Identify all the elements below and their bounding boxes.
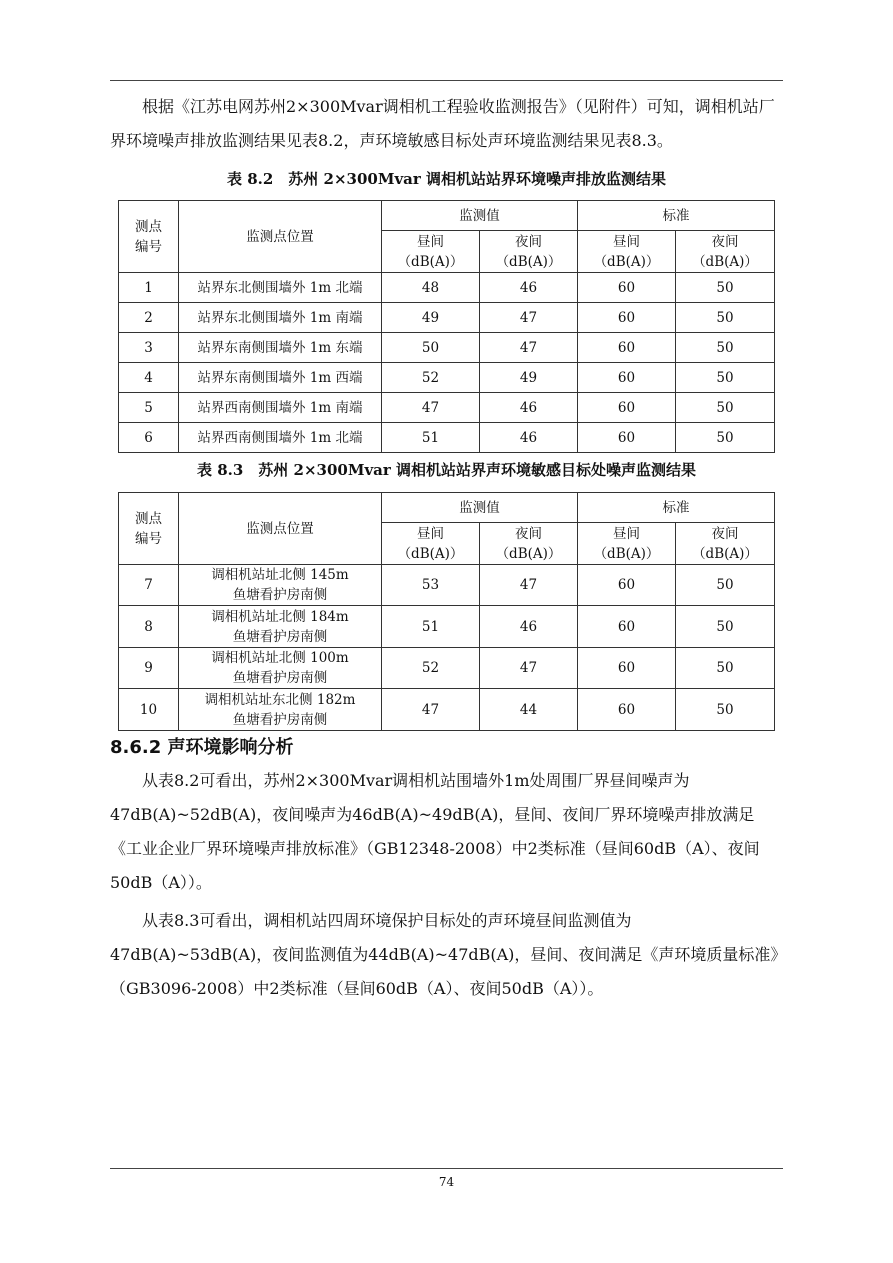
header-monitor: 监测值 [382,201,578,231]
cell-std-night: 50 [676,606,775,648]
cell-std-night: 50 [676,363,775,393]
table-8-3-caption: 表 8.3 苏州 2×300Mvar 调相机站站界声环境敏感目标处噪声监测结果 [196,461,697,479]
header-location: 监测点位置 [179,493,382,565]
cell-location: 调相机站址东北侧 182m 鱼塘看护房南侧 [179,689,382,731]
header-id: 测点 编号 [119,201,179,273]
cell-day: 51 [382,423,480,453]
cell-day: 52 [382,363,480,393]
cell-day: 48 [382,273,480,303]
header-std-night: 夜间 （dB(A)） [676,231,775,273]
cell-location: 站界东北侧围墙外 1m 南端 [179,303,382,333]
header-location: 监测点位置 [179,201,382,273]
table-8-2 [118,200,775,453]
header-std-night: 夜间 （dB(A)） [676,523,775,565]
cell-std-day: 60 [578,393,676,423]
cell-std-day: 60 [578,648,676,689]
cell-id: 3 [119,333,179,363]
cell-location: 站界东南侧围墙外 1m 西端 [179,363,382,393]
cell-night: 49 [480,363,578,393]
cell-night: 47 [480,333,578,363]
cell-night: 44 [480,689,578,731]
cell-std-day: 60 [578,303,676,333]
cell-std-day: 60 [578,333,676,363]
cell-night: 46 [480,393,578,423]
header-id: 测点 编号 [119,493,179,565]
cell-std-day: 60 [578,606,676,648]
cell-day: 51 [382,606,480,648]
cell-id: 2 [119,303,179,333]
cell-std-night: 50 [676,333,775,363]
cell-id: 8 [119,606,179,648]
cell-std-night: 50 [676,565,775,606]
cell-std-day: 60 [578,689,676,731]
table-row [119,333,775,363]
cell-location: 站界东北侧围墙外 1m 北端 [179,273,382,303]
table-row [119,648,775,689]
header-standard: 标准 [578,201,775,231]
footer-rule [110,1168,783,1169]
cell-std-night: 50 [676,303,775,333]
cell-std-night: 50 [676,648,775,689]
cell-location: 调相机站址北侧 145m 鱼塘看护房南侧 [179,565,382,606]
cell-std-day: 60 [578,565,676,606]
header-night: 夜间 （dB(A)） [480,523,578,565]
header-rule [110,80,783,81]
table-row [119,273,775,303]
header-monitor: 监测值 [382,493,578,523]
cell-day: 53 [382,565,480,606]
cell-night: 47 [480,303,578,333]
table-row [119,393,775,423]
header-standard: 标准 [578,493,775,523]
table-row [119,303,775,333]
section-title: 8.6.2 声环境影响分析 [110,737,294,758]
cell-day: 49 [382,303,480,333]
table-row [119,606,775,648]
cell-std-night: 50 [676,423,775,453]
analysis-paragraph-1: 从表8.2可看出，苏州2×300Mvar调相机站围墙外1m处周围厂界昼间噪声为47dB(A)~52dB(A)，夜间噪声为46dB(A)~49dB(A)，昼间、夜间厂界环境噪声排放满足《工业企业厂界环境噪声排放标准》（GB12348-2008）中2类标准（昼间60dB（A）、夜间50dB（A））。 [110,771,760,892]
table-8-3 [118,492,775,731]
cell-id: 4 [119,363,179,393]
cell-night: 46 [480,423,578,453]
cell-night: 46 [480,606,578,648]
cell-std-night: 50 [676,393,775,423]
cell-night: 47 [480,648,578,689]
table-row [119,423,775,453]
cell-std-day: 60 [578,363,676,393]
cell-id: 7 [119,565,179,606]
table-row [119,363,775,393]
cell-std-day: 60 [578,423,676,453]
header-std-day: 昼间 （dB(A)） [578,231,676,273]
cell-id: 9 [119,648,179,689]
header-day: 昼间 （dB(A)） [382,231,480,273]
cell-location: 站界西南侧围墙外 1m 南端 [179,393,382,423]
cell-day: 52 [382,648,480,689]
cell-id: 10 [119,689,179,731]
cell-id: 5 [119,393,179,423]
intro-paragraph: 根据《江苏电网苏州2×300Mvar调相机工程验收监测报告》（见附件）可知，调相机站厂界环境噪声排放监测结果见表8.2，声环境敏感目标处声环境监测结果见表8.3。 [110,97,775,150]
cell-location: 站界东南侧围墙外 1m 东端 [179,333,382,363]
page-number: 74 [438,1175,455,1189]
table-row [119,565,775,606]
header-std-day: 昼间 （dB(A)） [578,523,676,565]
header-day: 昼间 （dB(A)） [382,523,480,565]
cell-day: 47 [382,393,480,423]
cell-day: 47 [382,689,480,731]
cell-day: 50 [382,333,480,363]
cell-location: 调相机站址北侧 100m 鱼塘看护房南侧 [179,648,382,689]
header-night: 夜间 （dB(A)） [480,231,578,273]
cell-std-night: 50 [676,689,775,731]
cell-std-day: 60 [578,273,676,303]
analysis-paragraph-2: 从表8.3可看出，调相机站四周环境保护目标处的声环境昼间监测值为47dB(A)~53dB(A)，夜间监测值为44dB(A)~47dB(A)，昼间、夜间满足《声环境质量标准》（GB3096-2008）中2类标准（昼间60dB（A）、夜间50dB（A））。 [110,911,779,998]
cell-night: 46 [480,273,578,303]
cell-id: 1 [119,273,179,303]
cell-location: 站界西南侧围墙外 1m 北端 [179,423,382,453]
table-8-2-caption: 表 8.2 苏州 2×300Mvar 调相机站站界环境噪声排放监测结果 [226,170,667,188]
cell-std-night: 50 [676,273,775,303]
cell-id: 6 [119,423,179,453]
cell-night: 47 [480,565,578,606]
table-row [119,689,775,731]
cell-location: 调相机站址北侧 184m 鱼塘看护房南侧 [179,606,382,648]
